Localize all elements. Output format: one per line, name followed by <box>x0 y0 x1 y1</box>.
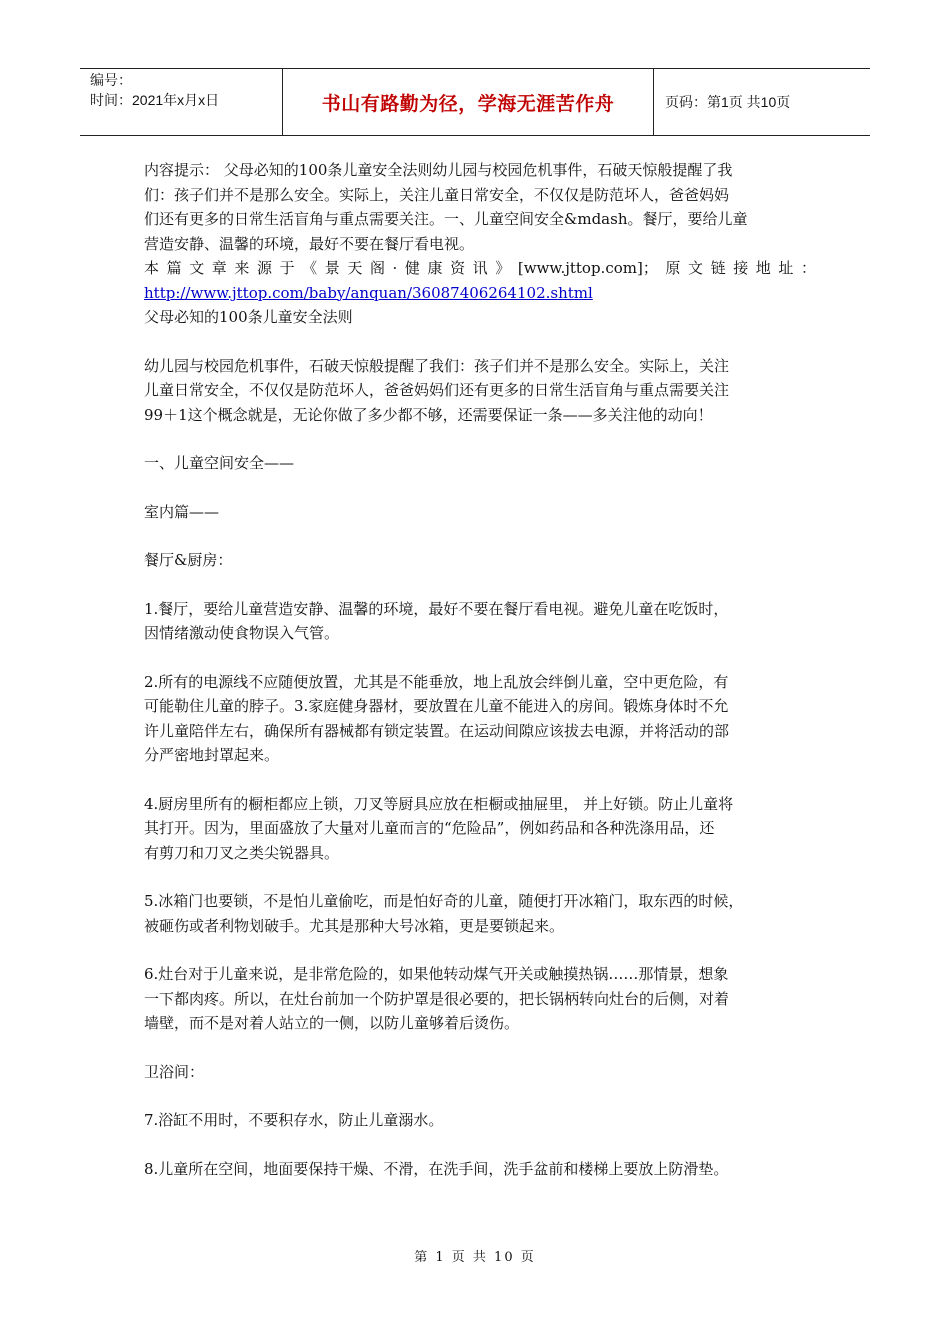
document-body <box>144 158 816 1181</box>
source-line: 本篇文章来源于《景天阁·健康资讯》[www.jttop.com]；原文链接地址： <box>144 259 816 277</box>
subsection-heading: 室内篇—— <box>144 502 220 521</box>
paragraph-7: 7.浴缸不用时，不要积存水，防止儿童溺水。 <box>144 1111 444 1129</box>
summary-line: 内容提示： 父母必知的100条儿童安全法则幼儿园与校园危机事件，石破天惊般提醒了我 <box>144 161 733 179</box>
header-info-cell <box>80 69 282 135</box>
time-label: 时间：2021年x月x日 <box>90 92 220 108</box>
paragraph-line: 其打开。因为，里面盛放了大量对儿童而言的“危险品”，例如药品和各种洗涤用品，还 <box>144 819 715 837</box>
serial-label: 编号： <box>90 72 132 88</box>
intro-line: 儿童日常安全，不仅仅是防范坏人，爸爸妈妈们还有更多的日常生活盲角与重点需要关注 <box>144 381 730 399</box>
paragraph-line: 许儿童陪伴左右，确保所有器械都有锁定装置。在运动间隙应该拔去电源，并将活动的部 <box>144 721 730 740</box>
paragraph-8: 8.儿童所在空间，地面要保持干燥、不滑，在洗手间，洗手盆前和楼梯上要放上防滑垫。 <box>144 1159 729 1178</box>
paragraph-2 <box>144 670 816 768</box>
document-header <box>80 68 870 136</box>
summary-line: 们还有更多的日常生活盲角与重点需要关注。一、儿童空间安全&mdash。餐厅，要给儿童 <box>144 210 748 228</box>
summary-line: 营造安静、温馨的环境，最好不要在餐厅看电视。 <box>144 234 475 253</box>
page-label: 页码：第1页 共10页 <box>665 94 791 110</box>
paragraph-line: 5.冰箱门也要锁，不是怕儿童偷吃，而是怕好奇的儿童，随便打开冰箱门，取东西的时候， <box>144 892 744 910</box>
summary-line: 们：孩子们并不是那么安全。实际上，关注儿童日常安全，不仅仅是防范坏人，爸爸妈妈 <box>144 185 730 204</box>
intro-line: 幼儿园与校园危机事件，石破天惊般提醒了我们：孩子们并不是那么安全。实际上，关注 <box>144 356 730 375</box>
paragraph-line: 分严密地封罩起来。 <box>144 746 280 764</box>
intro-paragraph <box>144 354 816 428</box>
page-footer: 第 1 页 共 10 页 <box>414 1250 536 1265</box>
header-page-cell <box>656 69 870 135</box>
source-link[interactable]: http://www.jttop.com/baby/anquan/36087406264102.shtml <box>144 283 593 302</box>
intro-line: 99＋1这个概念就是，无论你做了多少都不够，还需要保证一条——多关注他的动向！ <box>144 405 713 424</box>
paragraph-line: 因情绪激动使食物误入气管。 <box>144 624 340 642</box>
source-link-line <box>144 281 816 306</box>
kitchen-heading: 餐厅&厨房： <box>144 551 233 569</box>
paragraph-4 <box>144 792 816 866</box>
summary-paragraph <box>144 158 816 256</box>
paragraph-6 <box>144 962 816 1036</box>
paragraph-line: 可能勒住儿童的脖子。3.家庭健身器材，要放置在儿童不能进入的房间。锻炼身体时不允 <box>144 697 729 715</box>
paragraph-line: 2.所有的电源线不应随便放置，尤其是不能垂放，地上乱放会绊倒儿童，空中更危险，有 <box>144 672 729 691</box>
section-heading: 一、儿童空间安全—— <box>144 454 295 472</box>
paragraph-1 <box>144 597 816 646</box>
motto: 书山有路勤为径，学海无涯苦作舟 <box>321 92 615 115</box>
paragraph-line: 6.灶台对于儿童来说，是非常危险的，如果他转动煤气开关或触摸热锅……那情景，想象 <box>144 965 729 983</box>
paragraph-5 <box>144 889 816 938</box>
paragraph-line: 墙壁，而不是对着人站立的一侧，以防儿童够着后烫伤。 <box>144 1014 520 1032</box>
header-motto-cell <box>282 69 654 135</box>
bathroom-heading: 卫浴间： <box>144 1062 205 1081</box>
paragraph-line: 1.餐厅，要给儿童营造安静、温馨的环境，最好不要在餐厅看电视。避免儿童在吃饭时， <box>144 599 729 618</box>
paragraph-line: 4.厨房里所有的橱柜都应上锁，刀叉等厨具应放在柜橱或抽屉里， 并上好锁。防止儿童将 <box>144 794 734 813</box>
paragraph-line: 一下都肉疼。所以，在灶台前加一个防护罩是很必要的，把长锅柄转向灶台的后侧，对着 <box>144 989 730 1008</box>
paragraph-line: 被砸伤或者利物划破手。尤其是那种大号冰箱，更是要锁起来。 <box>144 916 565 935</box>
paragraph-line: 有剪刀和刀叉之类尖锐器具。 <box>144 843 340 862</box>
article-title: 父母必知的100条儿童安全法则 <box>144 308 353 326</box>
